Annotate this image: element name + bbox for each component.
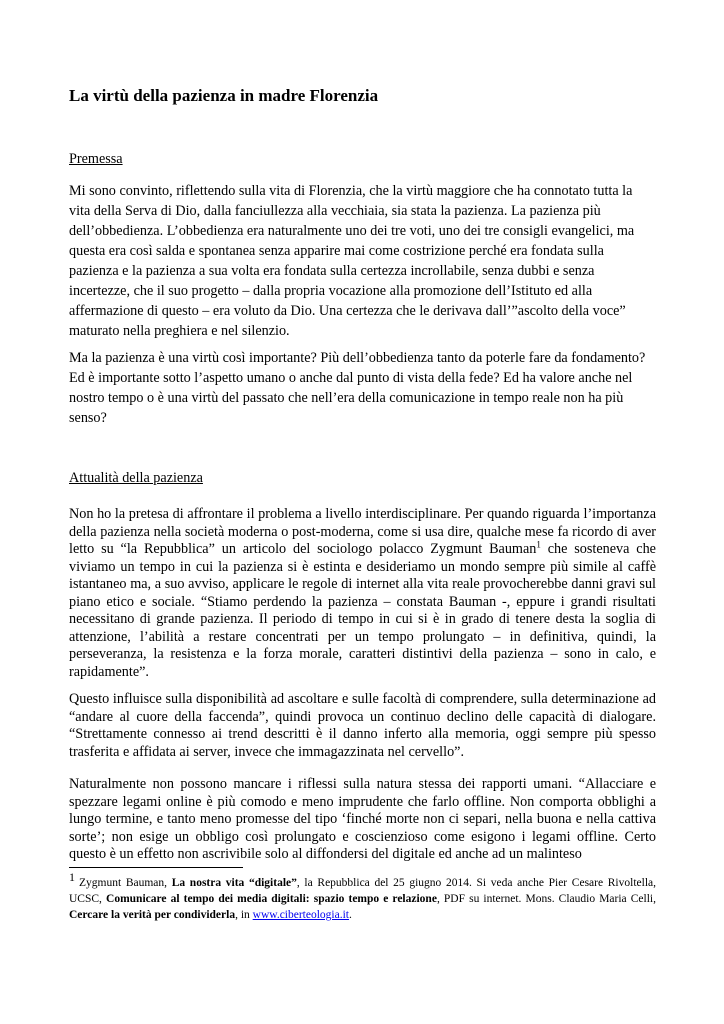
paragraph: Naturalmente non possono mancare i riflessi sulla natura stessa dei rapporti umani. “Allacciare e spezzare legami online è più comodo e meno imprudente che farlo offline. Non comporta obblighi a lungo termine, e tanto meno promesse del tipo ‘finché morte non ci separi, nella buona e nella cattiva sorte’; non esige un obbligo così prolungato e coscienzioso come esigono i legami offline. Certo questo è un effetto non ascrivibile solo al diffondersi del digitale ed anche ad un malinteso	[69, 776, 656, 862]
footnote-text: , in	[235, 909, 253, 921]
paragraph-text: che sosteneva che viviamo un tempo in cui la pazienza si è estinta e desideriamo un mondo sempre più simile al caffè istantaneo ma, a suo avviso, applicare le regole di internet alla vita reale provocherebbe danni gravi sul piano etico e sociale. “Stiamo perdendo la pazienza – constata Bauman -, eppure i grandi risultati necessitano di grande pazienza. Il periodo di tempo in cui si è in grado di tenere desta la soglia di attenzione, l’abilità a restare concentrati per un tempo prolungato – in definitiva, quindi, la perseveranza, la resistenza e la forza morale, caratteri distintivi della pazienza – sono in calo, e rapidamente”.	[69, 541, 656, 680]
paragraph: Ma la pazienza è una virtù così importante? Più dell’obbedienza tanto da poterle fare da fondamento? Ed è importante sotto l’aspetto umano o anche dal punto di vista della fede? Ed ha valore anche nel nostro tempo o è una virtù del passato che nell’era della comunicazione in tempo reale non ha più senso?	[69, 350, 646, 426]
footnote-mark: 1	[69, 870, 75, 885]
footnote-link[interactable]: www.ciberteologia.it	[252, 909, 349, 921]
paragraph-text: Non ho la pretesa di affrontare il problema a livello interdisciplinare. Per quando riguarda l’importanza della pazienza nella società moderna o post-moderna, come si usa dire, qualche mese fa ricordo di aver letto su “la Repubblica” un articolo del sociologo polacco Zygmunt Bauman	[69, 506, 656, 557]
footnote-separator	[69, 867, 243, 868]
footnote	[69, 870, 656, 923]
paragraph: Mi sono convinto, riflettendo sulla vita di Florenzia, che la virtù maggiore che ha connotato tutta la vita della Serva di Dio, dalla fanciullezza alla vecchiaia, sia stata la pazienza. La pazienza più dell’obbedienza. L’obbedienza era naturalmente uno dei tre voti, uno dei tre consigli evangelici, ma questa era così salda e spontanea senza apparire mai come costrizione perché era fondata sulla pazienza e la pazienza a sua volta era fondata sulla certezza incrollabile, senza dubbi e senza incertezze, che il suo progetto – dalla propria vocazione alla promozione dell’Istituto ed alla affermazione di questo – era voluto da Dio. Una certezza che le derivava dall’”ascolto della voce” maturato nella preghiera e nel silenzio.	[69, 183, 635, 339]
section-heading-attualita: Attualità della pazienza	[69, 470, 203, 486]
footnote-work-title: Comunicare al tempo dei media digitali: spazio tempo e relazione	[106, 893, 437, 905]
footnote-reference[interactable]: 1	[536, 539, 541, 550]
footnote-text: Zygmunt Bauman,	[79, 877, 172, 889]
section-heading-premessa: Premessa	[69, 151, 123, 167]
footnote-text: .	[349, 909, 352, 921]
footnote-work-title: Cercare la verità per condividerla	[69, 909, 236, 921]
footnote-text: , la Repubblica del 25 giugno 2014. Si veda anche Pier Cesare Rivoltella, UCSC,	[69, 877, 656, 905]
document-title: La virtù della pazienza in madre Florenzia	[69, 86, 379, 105]
paragraph: Questo influisce sulla disponibilità ad ascoltare e sulle facoltà di comprendere, sulla determinazione ad “andare al cuore della faccenda”, quindi provoca un continuo declino delle capacità di dialogare. “Strettamente connesso ai trend descritti è il danno inferto alla memoria, oggi sempre più spesso trasferita e affidata ai server, invece che immagazzinata nel cervello”.	[69, 691, 656, 760]
footnote-work-title: La nostra vita “digitale”	[171, 877, 297, 889]
footnote-text: , PDF su internet. Mons. Claudio Maria Celli,	[436, 893, 656, 905]
paragraph	[69, 506, 656, 681]
